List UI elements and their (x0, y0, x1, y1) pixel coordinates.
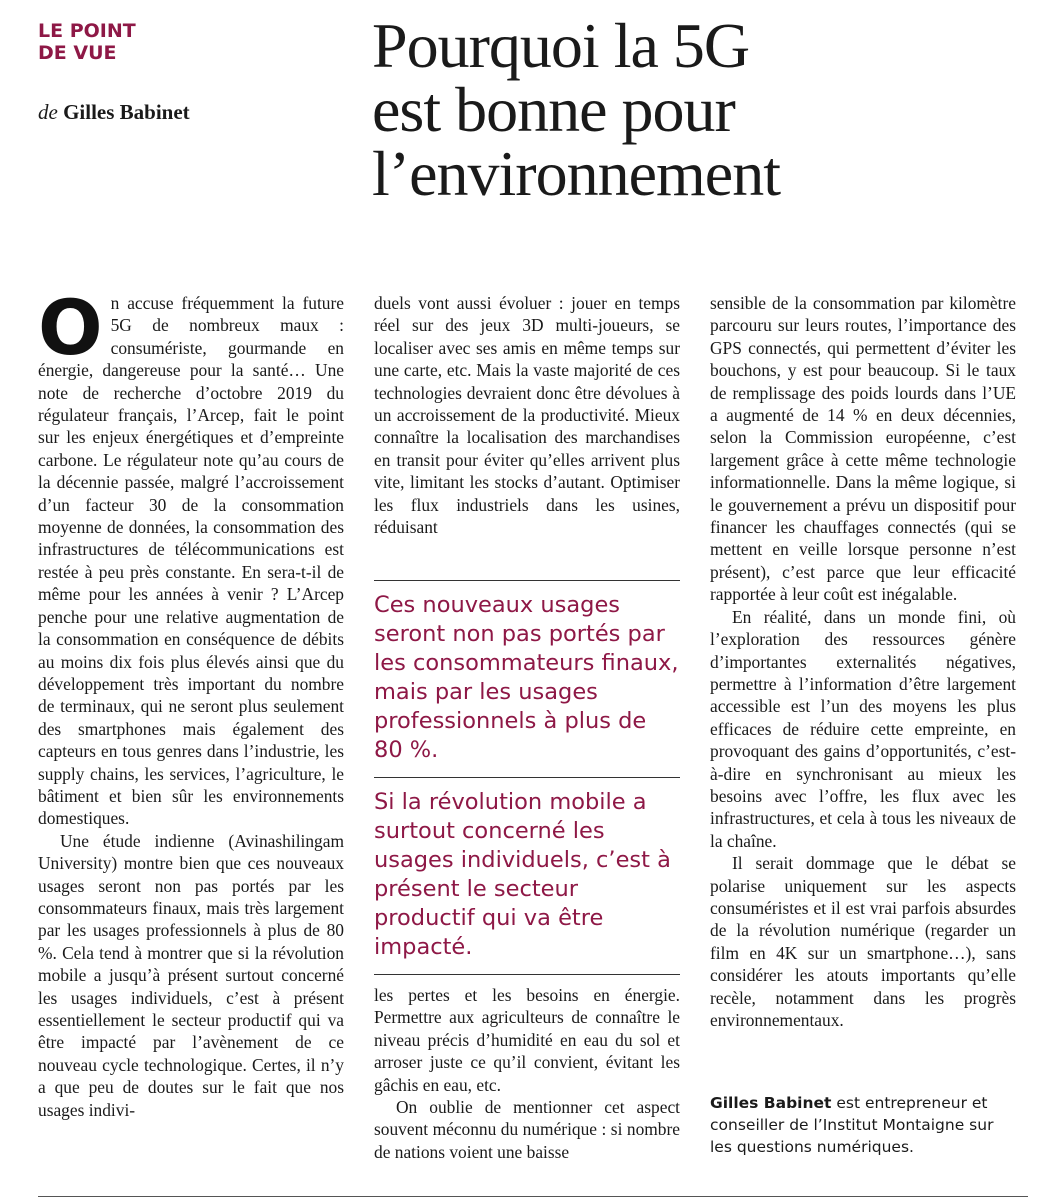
kicker-line-1: LE POINT (38, 20, 136, 42)
section-kicker (38, 20, 136, 64)
paragraph-col3-top: sensible de la consommation par kilomètre parcouru sur leurs routes, l’importance des GPS connectés, qui permettent d’éviter les bouchons, y est pour beaucoup. Si le taux de remplissage des poids lourds dans l’UE a augmenté de 14 % en deux décennies, selon la Commission européenne, c’est largement grâce à cette même technologie informationnelle. Dans la même logique, si le gouvernement a prévu un dispositif pour financer les chauffages connectés (qui se mettent en veille lorsque personne n’est présent), c’est parce que leur efficacité rapportée à leur coût est inégalable. (710, 293, 1016, 605)
paragraph-col2-top: duels vont aussi évoluer : jouer en temps réel sur des jeux 3D multi-joueurs, se localiser avec ses amis en même temps sur une carte, etc. Mais la vaste majorité de ces technologies devraient donc être dévolues à un accroissement de la productivité. Mieux connaître la localisation des marchandises en transit pour éviter qu’elles arrivent plus vite, limitant les stocks d’autant. Optimiser les flux industriels dans les usines, réduisant (374, 293, 680, 538)
headline-line-3: l’environnement (372, 138, 780, 209)
headline-line-1: Pourquoi la 5G (372, 10, 750, 81)
headline (372, 10, 1032, 209)
paragraph-intro-text: n accuse fréquemment la future 5G de nombreux maux : consumériste, gourmande en énergie, dangereuse pour la santé… Une note de recherche d’octobre 2019 du régulateur français, l’Arcep, fait le point sur les enjeux énergétiques et d’empreinte carbone. Le régulateur note qu’au cours de la décennie passée, malgré l’accroissement d’un facteur 30 de la consommation moyenne de données, la consommation des infrastructures de télécommunications est restée à peu près constante. En sera-t-il de même pour les années à venir ? L’Arcep penche pour une relative augmentation de la consommation en conséquence de débits au moins dix fois plus élevés ainsi que du développement très important du nombre de terminaux, qui ne seront plus seulement des smartphones mais également des capteurs en tous genres dans l’industrie, les supply chains, les services, l’agriculture, le bâtiment et bien sûr les environnements domestiques. (38, 293, 344, 829)
drop-cap: O (38, 283, 103, 372)
pullquote-2: Si la révolution mobile a surtout concerné les usages individuels, c’est à présent le secteur productif qui va être impacté. (374, 789, 671, 960)
article-column-2 (374, 292, 680, 538)
byline-prefix: de (38, 100, 58, 124)
article-column-2-bottom (374, 984, 680, 1163)
pullquote-area (374, 580, 680, 975)
kicker-line-2: DE VUE (38, 42, 117, 64)
bottom-divider (38, 1196, 1028, 1197)
headline-line-2: est bonne pour (372, 74, 735, 145)
bio-name: Gilles Babinet (710, 1094, 832, 1112)
paragraph-realite: En réalité, dans un monde fini, où l’exploration des ressources génère d’importantes externalités négatives, permettre à l’information d’être largement accessible est l’un des moyens les plus efficaces de réduire cette empreinte, en provoquant des gains d’opportunités, c’est-à-dire en synchronisant au mieux les besoins avec l’offre, les flux avec les infrastructures, et cela à tous les niveaux de la chaîne. (710, 606, 1016, 851)
paragraph-intro (38, 283, 344, 830)
pullquote-1: Ces nouveaux usages seront non pas portés par les consommateurs finaux, mais par les usages professionnels à plus de 80 %. (374, 592, 679, 763)
article-column-3 (710, 292, 1016, 1031)
paragraph-oublie: On oublie de mentionner cet aspect souvent méconnu du numérique : si nombre de nations voient une baisse (374, 1097, 680, 1162)
author-bio (710, 1092, 1016, 1158)
bio-text: est entrepreneur et conseiller de l’Institut Montaigne sur les questions numériques. (710, 1094, 994, 1156)
byline-author: Gilles Babinet (63, 100, 190, 124)
paragraph-dommage: Il serait dommage que le débat se polarise uniquement sur les aspects consuméristes et il est vrai parfois absurdes de la révolution numérique (regarder un film en 4K sur un smartphone…), sans considérer les atouts importants qu’elle recèle, notamment dans les progrès environnementaux. (710, 853, 1016, 1030)
paragraph-etude: Une étude indienne (Avinashilingam University) montre bien que ces nouveaux usages seront non pas portés par les consommateurs finaux, mais très largement par les usages professionnels à plus de 80 %. Cela tend à montrer que si la révolution mobile a jusqu’à présent surtout concerné les usages individuels, c’est à présent essentiellement le secteur productif qui va être impacté par l’avènement de ce nouveau cycle technologique. Certes, il n’y a que peu de doutes sur le fait que nos usages indivi- (38, 830, 344, 1120)
paragraph-col2-bottom: les pertes et les besoins en énergie. Permettre aux agriculteurs de connaître le niveau précis d’humidité en eau du sol et arroser juste ce qu’il convient, évitant les gâchis en eau, etc. (374, 985, 680, 1095)
article-column-1 (38, 283, 344, 1121)
byline (38, 100, 190, 125)
